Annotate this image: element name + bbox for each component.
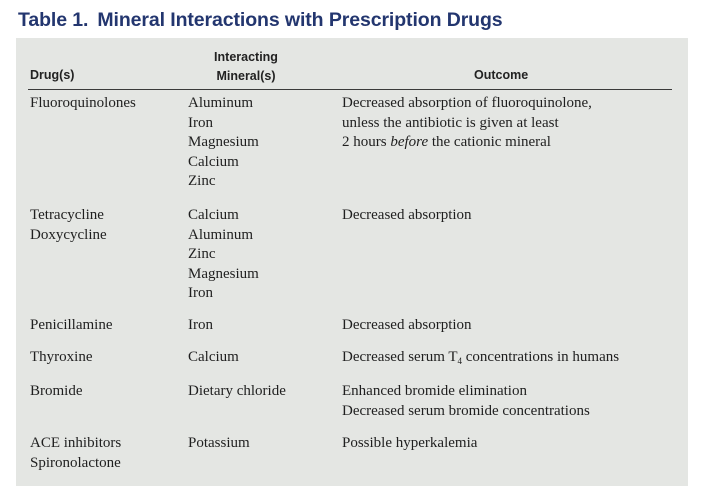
- row-5-outcome: [342, 382, 590, 421]
- drug-name: Doxycycline: [30, 226, 107, 243]
- mineral-name: Calcium: [188, 349, 239, 365]
- outcome-line: Decreased absorption: [342, 207, 472, 223]
- outcome-text: the cationic mineral: [428, 134, 551, 150]
- mineral-name: Aluminum: [188, 95, 254, 111]
- mineral-name: Calcium: [188, 207, 239, 223]
- row-6-minerals: [188, 434, 250, 454]
- header-minerals-line2: Mineral(s): [216, 69, 276, 83]
- mineral-name: Zinc: [188, 246, 216, 262]
- row-2-drugs: [30, 206, 107, 245]
- drug-name: Bromide: [30, 383, 83, 399]
- mineral-name: Magnesium: [188, 134, 259, 150]
- outcome-text: 2 hours: [342, 134, 391, 150]
- row-3-drugs: [30, 316, 112, 336]
- row-6-drugs: [30, 434, 121, 473]
- row-4-drugs: [30, 348, 92, 368]
- drug-name: Tetracycline: [30, 207, 104, 223]
- mineral-name: Zinc: [188, 173, 216, 189]
- outcome-line: Decreased serum bromide concentrations: [342, 402, 590, 419]
- header-outcome: Outcome: [474, 68, 529, 82]
- row-3-minerals: [188, 316, 213, 336]
- row-4-minerals: [188, 348, 239, 368]
- row-5-minerals: [188, 382, 286, 402]
- mineral-name: Iron: [188, 114, 213, 131]
- row-1-minerals: [188, 94, 259, 192]
- row-5-drugs: [30, 382, 83, 402]
- outcome-line: Possible hyperkalemia: [342, 435, 478, 451]
- drug-name: ACE inhibitors: [30, 435, 122, 451]
- table-caption: Mineral Interactions with Prescription Drugs: [97, 9, 503, 31]
- mineral-name: Dietary chloride: [188, 383, 286, 399]
- drug-name: Spironolactone: [30, 454, 121, 471]
- outcome-line: [342, 348, 619, 368]
- table-number: Table 1.: [18, 9, 89, 31]
- outcome-line: unless the antibiotic is given at least: [342, 114, 559, 131]
- outcome-text: Decreased serum T: [342, 349, 458, 365]
- mineral-name: Potassium: [188, 435, 250, 451]
- row-4-outcome: [342, 348, 619, 368]
- mineral-name: Iron: [188, 317, 213, 333]
- outcome-text: concentrations in humans: [462, 349, 620, 365]
- outcome-line: Decreased absorption: [342, 317, 472, 333]
- row-6-outcome: [342, 434, 477, 454]
- outcome-subscript: 4: [457, 356, 463, 366]
- row-2-minerals: [188, 206, 259, 304]
- mineral-name: Iron: [188, 285, 213, 301]
- outcome-line: Enhanced bromide elimination: [342, 383, 527, 399]
- mineral-name: Magnesium: [188, 265, 259, 282]
- header-minerals-line1: Interacting: [214, 50, 278, 64]
- row-1-drugs: [30, 94, 136, 114]
- row-1-outcome: [342, 94, 592, 153]
- outcome-line: Decreased absorption of fluoroquinolone,: [342, 95, 592, 111]
- outcome-line: [342, 133, 592, 153]
- header-drugs: Drug(s): [30, 68, 75, 82]
- mineral-name: Calcium: [188, 153, 239, 170]
- header-minerals: [204, 48, 288, 86]
- table-panel: [16, 38, 688, 486]
- row-3-outcome: [342, 316, 472, 336]
- outcome-emphasis: before: [390, 134, 429, 150]
- drug-name: Penicillamine: [30, 317, 113, 333]
- drug-name: Thyroxine: [30, 349, 93, 365]
- mineral-name: Aluminum: [188, 226, 254, 243]
- header-rule: [28, 89, 672, 90]
- drug-name: Fluoroquinolones: [30, 95, 136, 111]
- table-title: [18, 9, 503, 32]
- row-2-outcome: [342, 206, 472, 226]
